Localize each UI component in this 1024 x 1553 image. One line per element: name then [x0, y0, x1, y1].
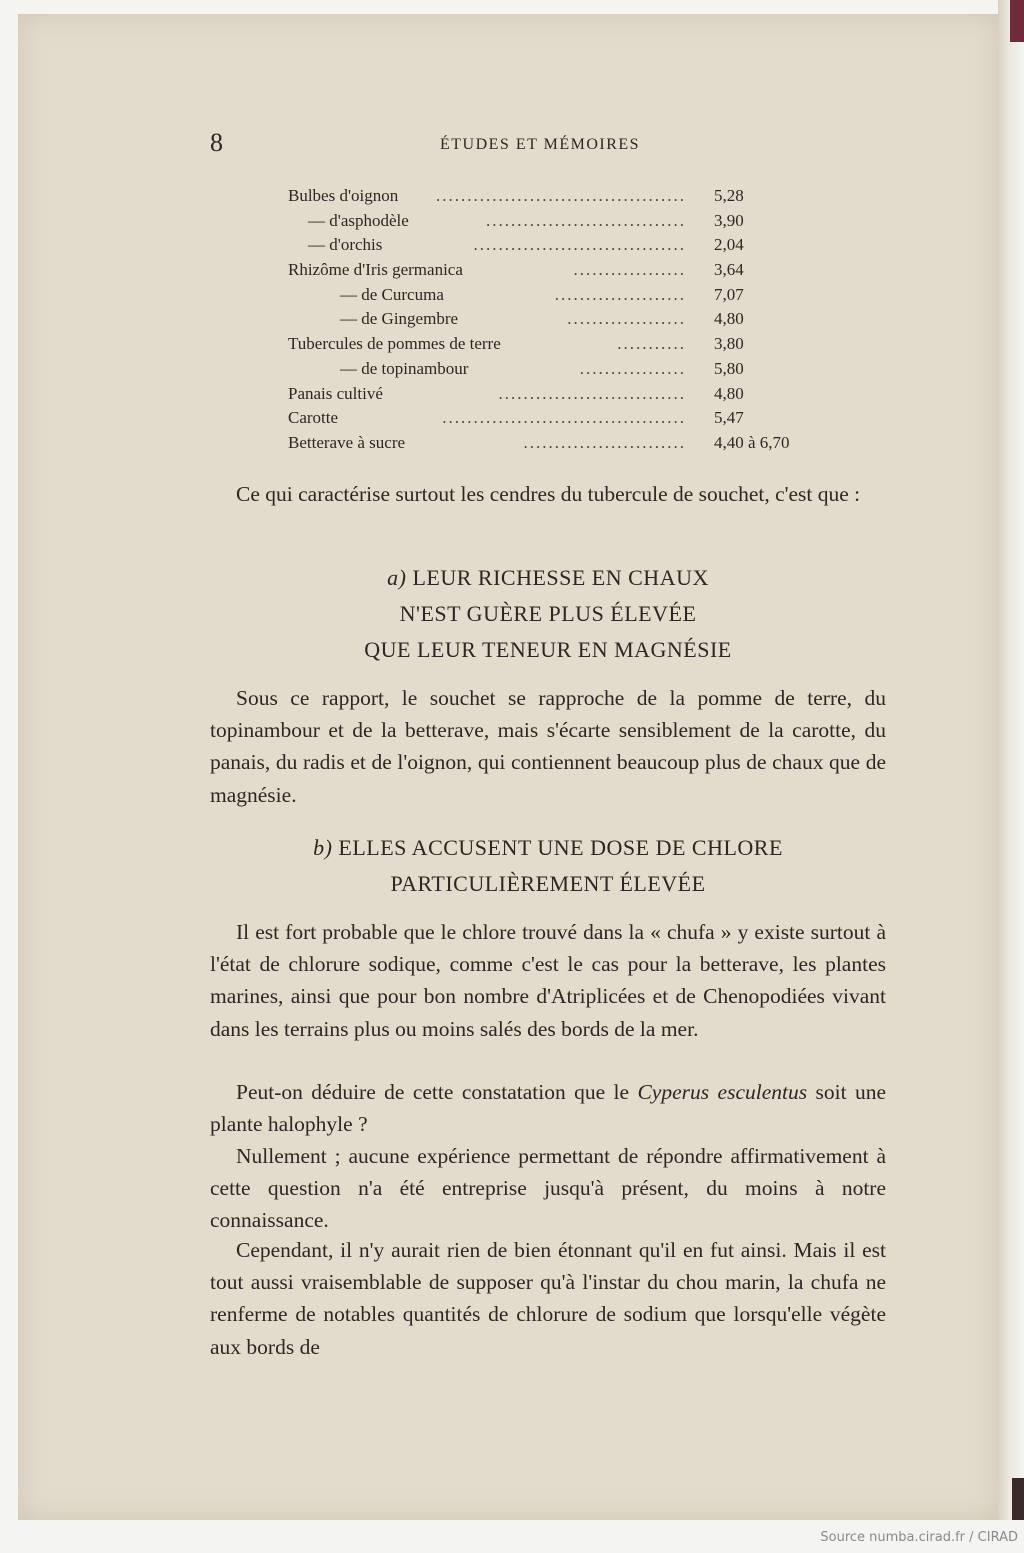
row-label: — de Gingembre [340, 309, 459, 329]
table-row [288, 283, 828, 308]
row-label: — de Curcuma [340, 284, 444, 304]
leader-dots: .......................... [523, 432, 686, 452]
row-value: 5,47 [714, 408, 744, 428]
table-row [288, 332, 828, 357]
row-value: 5,28 [714, 186, 744, 205]
leader-dots: .................. [573, 260, 686, 280]
table-row [288, 258, 828, 283]
row-value: 5,80 [714, 358, 744, 378]
heading-line: PARTICULIÈREMENT ÉLEVÉE [390, 871, 706, 896]
row-value: 7,07 [714, 284, 744, 304]
page-edge [998, 0, 1024, 1520]
leader-dots: ....................................... [442, 408, 686, 428]
paragraph-a: Sous ce rapport, le souchet se rapproche de la pomme de terre, du topinambour et de la betterave, mais s'écarte sensiblement de la carotte, du panais, du radis et de l'oignon, qui contiennent beaucoup plus de chaux que de magnésie. [210, 686, 886, 807]
heading-line: QUE LEUR TENEUR EN MAGNÉSIE [364, 637, 732, 662]
leader-dots: .............................. [498, 383, 686, 403]
section-marker: b) [313, 835, 333, 860]
heading-line [210, 830, 886, 866]
table-row [288, 233, 828, 258]
table-row [288, 382, 828, 407]
source-credit: Source numba.cirad.fr / CIRAD [820, 1530, 1018, 1545]
leader-dots: .................................. [473, 235, 686, 255]
text-run: soit une plante halophyle ? [210, 1080, 887, 1137]
paragraph-b2 [210, 1076, 886, 1140]
heading-text: ELLES ACCUSENT UNE DOSE DE CHLORE [338, 835, 783, 860]
heading-line: N'EST GUÈRE PLUS ÉLEVÉE [399, 601, 697, 626]
page-number: 8 [210, 128, 223, 157]
heading-line [210, 560, 886, 596]
ash-content-table [288, 184, 828, 456]
row-label: — de topinambour [340, 358, 469, 378]
row-label: Bulbes d'oignon [288, 186, 399, 205]
leader-dots: ........... [617, 334, 686, 354]
row-value: 2,04 [714, 235, 744, 255]
section-heading-a [210, 560, 886, 668]
leader-dots: ..................... [554, 284, 686, 304]
paragraph-b1: Il est fort probable que le chlore trouvé dans la « chufa » y existe surtout à l'état de chlorure sodique, comme c'est le cas pour la betterave, les plantes marines, ainsi que pour bon nombre d'Atriplicées et de Chenopodiées vivant dans les terrains plus ou moins salés des bords de la mer. [210, 920, 886, 1041]
leader-dots: ................................ [486, 210, 686, 230]
cover-edge-bottom [1012, 1478, 1024, 1520]
row-value: 4,80 [714, 309, 744, 329]
table-row [288, 307, 828, 332]
row-label: Tubercules de pommes de terre [288, 334, 501, 354]
row-label: Panais cultivé [288, 383, 383, 403]
section-heading-b [210, 830, 886, 902]
row-value: 4,40 à 6,70 [714, 432, 790, 452]
table-row [288, 184, 828, 209]
paragraph-b3: Nullement ; aucune expérience permettant de répondre affirmativement à cette question n'a été entreprise jusqu'à présent, du moins à notre connaissance. [210, 1144, 886, 1233]
row-label: Rhizôme d'Iris germanica [288, 260, 463, 280]
leader-dots: ........................................ [436, 186, 686, 205]
row-label: Betterave à sucre [288, 432, 406, 452]
leader-dots: ................... [567, 309, 686, 329]
section-marker: a) [387, 565, 407, 590]
row-value: 3,64 [714, 260, 744, 280]
row-label: — d'asphodèle [308, 210, 409, 230]
heading-text: LEUR RICHESSE EN CHAUX [412, 565, 709, 590]
cover-edge-top [1010, 0, 1024, 42]
table-row [288, 406, 828, 431]
table-row [288, 357, 828, 382]
row-value: 3,80 [714, 334, 744, 354]
running-head: ÉTUDES ET MÉMOIRES [440, 136, 641, 153]
table-row [288, 209, 828, 234]
leader-dots: ................. [579, 358, 686, 378]
row-value: 4,80 [714, 383, 744, 403]
row-value: 3,90 [714, 210, 744, 230]
intro-paragraph: Ce qui caractérise surtout les cendres du tubercule de souchet, c'est que : [236, 482, 861, 506]
text-run: Peut-on déduire de cette constatation que le [236, 1080, 638, 1104]
paragraph-b4: Cependant, il n'y aurait rien de bien étonnant qu'il en fut ainsi. Mais il est tout aussi vraisemblable de supposer qu'à l'instar du chou marin, la chufa ne renferme de notables quantités de chlorure de sodium que lorsqu'elle végète aux bords de [210, 1238, 886, 1359]
row-label: Carotte [288, 408, 339, 428]
row-label: — d'orchis [308, 235, 383, 255]
table-row [288, 431, 828, 456]
species-name: Cyperus esculentus [637, 1080, 808, 1104]
